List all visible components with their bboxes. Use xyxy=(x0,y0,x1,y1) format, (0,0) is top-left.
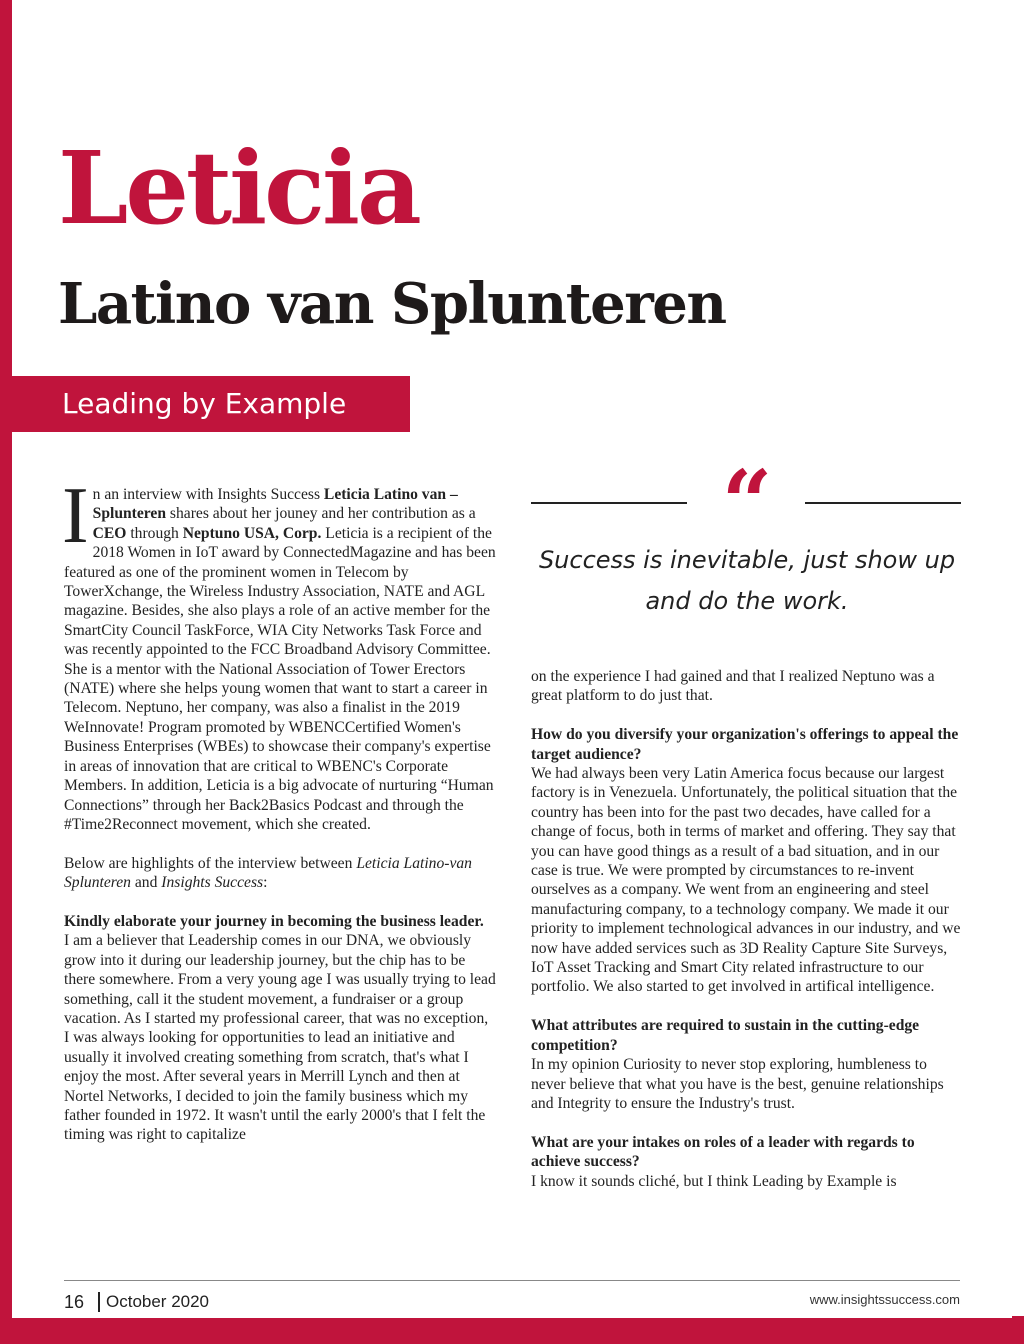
subtitle-text: Leading by Example xyxy=(62,387,347,420)
subtitle-banner xyxy=(12,376,410,432)
pull-quote: Success is inevitable, just show up and do the work. xyxy=(538,546,956,615)
footer-separator xyxy=(98,1292,100,1312)
quote-divider-right xyxy=(805,502,961,504)
question-3: What attributes are required to sustain in the cutting-edge competition? xyxy=(531,1017,920,1054)
left-accent-bar xyxy=(0,0,12,1344)
page-number: 16 xyxy=(64,1292,85,1312)
website-url[interactable]: www.insightssuccess.com xyxy=(809,1292,960,1307)
title-first-name: Leticia xyxy=(58,129,419,247)
question-2: How do you diversify your organization's offerings to appeal the target audience? xyxy=(531,726,959,763)
answer-1: I am a believer that Leadership comes in our DNA, we obviously grow into it during our leadership journey, but the chip has to be there somewhere. From a very young age I was usually trying to lead something, call it the student movement, a fundraiser or a group vacation. As I started my professional career, that was no exception, I was always looking for opportunities to lead an initiative and usually it involved creating something from scratch, that's what I enjoy the most. After several years in Merrill Lynch and then at Nortel Networks, I decided to join the family business which my father founded in 1972. It wasn't until the early 2000's that I felt the timing was right to capitalize xyxy=(64,932,496,1144)
role-title: CEO xyxy=(92,524,127,542)
answer-3: In my opinion Curiosity to never stop exploring, humbleness to never believe that what you have is the best, genuine relationships and Integrity to ensure the Industry's trust. xyxy=(531,1056,944,1112)
interviewee-name: Leticia Latino van – Splunteren xyxy=(92,486,458,523)
answer-1-continued: on the experience I had gained and that I realized Neptuno was a great platform to do just that. xyxy=(531,668,935,705)
answer-2: We had always been very Latin America focus because our largest factory is in Venezuela. Unfortunately, the political situation that the country has been into for the past two decades, have called for a change of focus, both in terms of market and offering. They say that you can have good things as a result of a bad situation, and in our case is true. We were prompted by circumstances to re-invent ourselves as a company. We went from an engineering and steel manufacturing company, to a technology company. We made it our priority to implement technological advances in our industry, and we now have added services such as 3D Reality Capture Site Surveys, IoT Asset Tracking and Smart City related infrastructure to our portfolio. We also started to get involved in artifical intelligence. xyxy=(531,765,961,996)
footer-divider xyxy=(64,1280,960,1281)
answer-4: I know it sounds cliché, but I think Leading by Example is xyxy=(531,1172,897,1190)
company-name: Neptuno USA, Corp. xyxy=(182,524,322,542)
question-1: Kindly elaborate your journey in becoming the business leader. xyxy=(64,912,484,930)
article-column-right xyxy=(531,667,963,1191)
highlights-intro: Below are highlights of the interview between Leticia Latino-van Splunteren and Insights Success: xyxy=(64,854,472,892)
drop-cap: I xyxy=(62,472,89,560)
quote-divider-left xyxy=(531,502,687,504)
right-accent-bar xyxy=(1012,1316,1024,1344)
title-last-name: Latino van Splunteren xyxy=(58,271,726,337)
quote-mark-icon: “ xyxy=(721,450,773,554)
question-4: What are your intakes on roles of a leader with regards to achieve success? xyxy=(531,1133,915,1171)
issue-date: October 2020 xyxy=(106,1292,210,1311)
article-column-left xyxy=(62,472,496,1145)
intro-paragraph: In an interview with Insights Success Leticia Latino van – Splunteren shares about her jouney and her contribution as a CEO through Neptuno USA, Corp. Leticia is a recipient of the 2018 Women in IoT award by ConnectedMagazine and has been featured as one of the prominent women in Telecom by TowerXchange, the Wireless Industry Association, NATE and AGL magazine. Besides, she also plays a role of an active member for the SmartCity Council TaskForce, WIA City Networks Task Force and was recently appointed to the FCC Broadband Advisory Committee. She is a mentor with the National Association of Tower Erectors (NATE) where she helps young women that want to start a career in Telecom. Neptuno, her company, was also a finalist in the 2019 WeInnovate! Program promoted by WBENCCertified Women's Business Enterprises (WBEs) to showcase their company's expertise in areas of innovation that are critical to WBENC's Corporate Members. In addition, Leticia is a big advocate of nurturing “Human Connections” through her Back2Basics Podcast and through the #Time2Reconnect movement, which she created. xyxy=(62,472,496,833)
bottom-accent-bar xyxy=(0,1318,1012,1344)
